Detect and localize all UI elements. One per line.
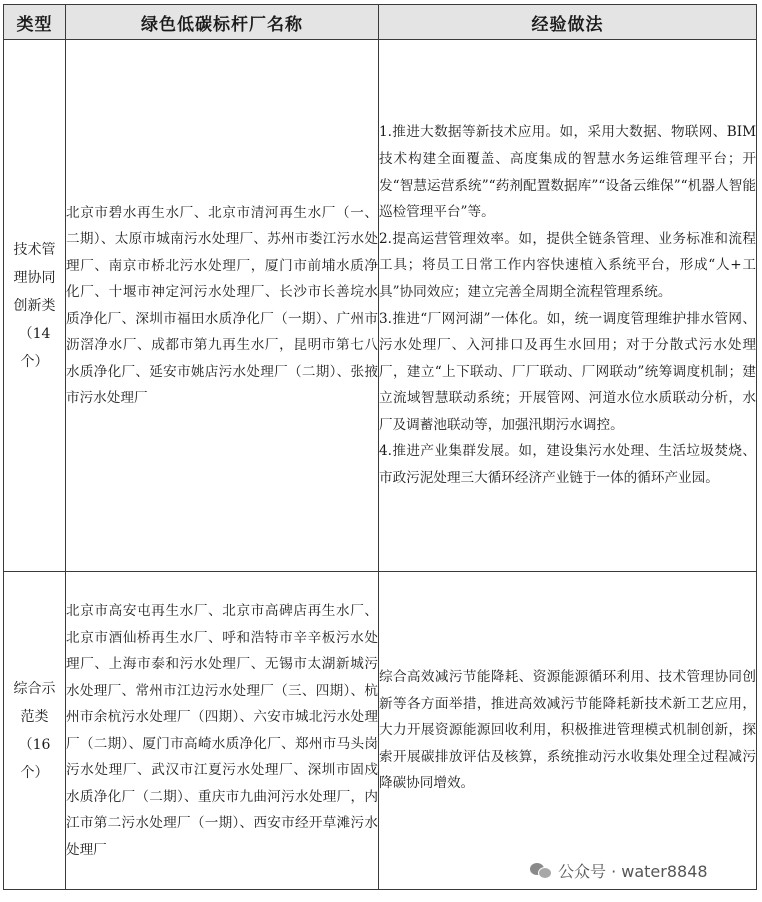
type-cell — [4, 40, 66, 572]
type-line: 范类 — [20, 708, 49, 725]
experience-item: 4.推进产业集群发展。如，建设集污水处理、生活垃圾焚烧、市政污泥处理三大循环经济产业链于一体的循环产业园。 — [379, 443, 756, 487]
experience-cell — [379, 40, 757, 572]
type-line: 个） — [20, 764, 49, 781]
experience-item: 1.推进大数据等新技术应用。如，采用大数据、物联网、BIM技术构建全面覆盖、高度集成的智慧水务运维管理平台；开发“智慧运营系统”“药剂配置数据库”“设备云维保”“机器人智能巡检管理平台”等。 — [379, 124, 756, 221]
watermark-text: 公众号 · water8848 — [558, 861, 708, 881]
header-experience: 经验做法 — [379, 5, 757, 40]
header-name: 绿色低碳标杆厂名称 — [66, 5, 379, 40]
wechat-icon — [530, 861, 552, 879]
header-row — [4, 5, 757, 40]
type-line: 创新类 — [13, 297, 56, 314]
table-row-tech — [4, 40, 757, 572]
watermark — [530, 856, 708, 884]
type-line: （16 — [18, 736, 51, 753]
experience-item: 3.推进“厂网河湖”一体化。如，统一调度管理维护排水管网、污水处理厂、入河排口及再生水回用；对于分散式污水处理厂，建立“上下联动、厂厂联动、厂网联动”统筹调度机制；建立流域智慧联动系统；开展管网、河道水位水质联动分析，水厂及调蓄池联动等，加强汛期污水调控。 — [379, 310, 756, 433]
experience-item: 综合高效减污节能降耗、资源能源循环利用、技术管理协同创新等各方面举措，推进高效减污节能降耗新技术新工艺应用，大力开展资源能源回收利用，积极推进管理模式机制创新，探索开展碳排放评估及核算，系统推动污水收集处理全过程减污降碳协同增效。 — [379, 669, 756, 792]
type-line: 技术管 — [13, 241, 56, 258]
experience-item: 2.提高运营管理效率。如，提供全链条管理、业务标准和流程工具；将员工日常工作内容快速植入系统平台，形成“人+工具”协同效应；建立完善全周期全流程管理系统。 — [379, 230, 756, 300]
experience-table — [3, 4, 757, 890]
type-line: 理协同 — [13, 269, 56, 286]
type-line: 个） — [20, 353, 49, 370]
type-cell — [4, 572, 66, 890]
plant-names-cell: 北京市高安屯再生水厂、北京市高碑店再生水厂、北京市酒仙桥再生水厂、呼和浩特市辛辛板污水处理厂、上海市泰和污水处理厂、无锡市太湖新城污水处理厂、常州市江边污水处理厂（三、四期）、杭州市余杭污水处理厂（四期）、六安市城北污水处理厂（二期）、厦门市高崎水质净化厂、郑州市马头岗污水处理厂、武汉市江夏污水处理厂、深圳市固戍水质净化厂（二期）、重庆市九曲河污水处理厂，内江市第二污水处理厂（一期）、西安市经开草滩污水处理厂 — [66, 572, 379, 890]
header-type: 类型 — [4, 5, 66, 40]
experience-cell — [379, 572, 757, 890]
table-row-comprehensive — [4, 572, 757, 890]
plant-names-cell: 北京市碧水再生水厂、北京市清河再生水厂（一、二期）、太原市城南污水处理厂、苏州市娄江污水处理厂、南京市桥北污水处理厂，厦门市前埔水质净化厂、十堰市神定河污水处理厂、长沙市长善垸水质净化厂、深圳市福田水质净化厂（一期）、广州市沥滘净水厂、成都市第九再生水厂，昆明市第七八水质净化厂、延安市姚店污水处理厂（二期）、张掖市污水处理厂 — [66, 40, 379, 572]
type-line: 综合示 — [13, 680, 56, 697]
type-line: （14 — [18, 325, 51, 342]
